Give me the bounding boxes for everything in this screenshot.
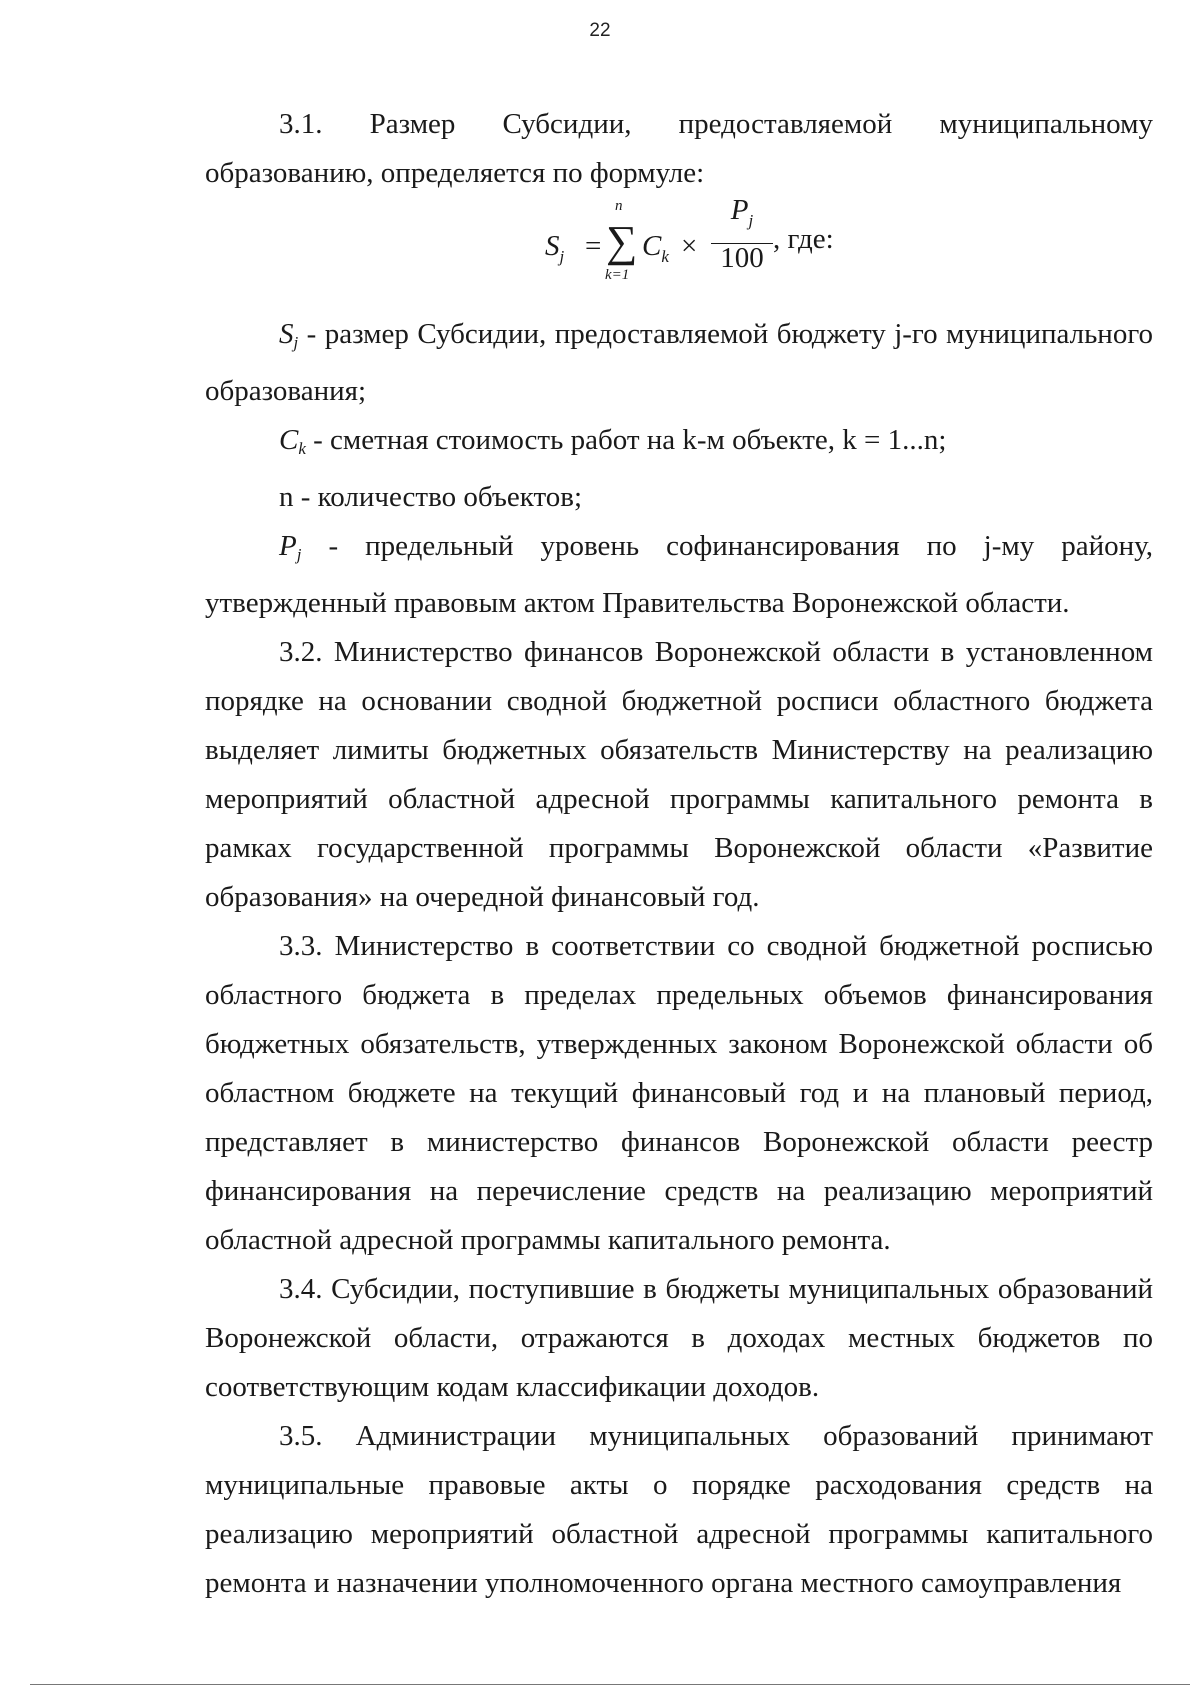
definition-n: n - количество объектов;	[279, 481, 582, 513]
subsidy-formula	[545, 194, 845, 290]
paragraph-3-3: 3.3. Министерство в соответствии со сводной бюджетной росписью областного бюджета в пределах предельных объемов финансирования бюджетных обязательств, утвержденных законом Воронежской области об областном бюджете на текущий финансовый год и на плановый период, представляет в министерство финансов Воронежской области реестр финансирования на перечисление средств на реализацию мероприятий областной адресной программы капитального ремонта.	[205, 930, 1153, 1256]
sigma-symbol: ∑	[606, 217, 638, 266]
definition-s	[205, 310, 1153, 416]
formula-numerator: $P_j$	[730, 194, 754, 230]
definition-c-text: - сметная стоимость работ на k-м объекте, k = 1...n;	[305, 424, 947, 456]
page-number: 22	[589, 20, 611, 41]
paragraph-3-5: 3.5. Администрации муниципальных образований принимают муниципальные правовые акты о порядке расходования средств на реализацию мероприятий областной адресной программы капитального ремонта и назначении уполномоченного органа местного самоуправления	[205, 1420, 1153, 1599]
page-bottom-rule	[30, 1684, 1190, 1685]
definition-p-symbol: $P_j$	[279, 530, 302, 564]
formula-lhs: $S_j$	[545, 230, 565, 266]
document-body	[205, 100, 1153, 1608]
definition-p	[205, 522, 1153, 628]
paragraph-3-4: 3.4. Субсидии, поступившие в бюджеты муниципальных образований Воронежской области, отражаются в доходах местных бюджетов по соответствующим кодам классификации доходов.	[205, 1273, 1153, 1403]
definition-c	[205, 416, 1153, 473]
formula-term: $C_k$	[642, 230, 669, 266]
formula-equals: =	[585, 230, 602, 262]
sum-upper-limit: n	[615, 198, 623, 214]
definition-s-text: - размер Субсидии, предоставляемой бюджету j-го муниципального образования;	[205, 318, 1153, 407]
definition-c-symbol: $C_k$	[279, 424, 306, 458]
definition-s-symbol: $S_j$	[279, 318, 299, 352]
formula-times: ×	[681, 230, 698, 262]
formula-denominator: 100	[720, 242, 764, 274]
formula-suffix: , где:	[773, 223, 834, 255]
sum-lower-limit: k=1	[605, 267, 630, 283]
paragraph-3-1: 3.1. Размер Субсидии, предоставляемой муниципальному образованию, определяется по формуле:	[205, 108, 1153, 189]
paragraph-3-2: 3.2. Министерство финансов Воронежской области в установленном порядке на основании сводной бюджетной росписи областного бюджета выделяет лимиты бюджетных обязательств Министерству на реализацию мероприятий областной адресной программы капитального ремонта в рамках государственной программы Воронежской области «Развитие образования» на очередной финансовый год.	[205, 636, 1153, 913]
definition-p-text: - предельный уровень софинансирования по j-му району, утвержденный правовым актом Правительства Воронежской области.	[205, 530, 1153, 619]
